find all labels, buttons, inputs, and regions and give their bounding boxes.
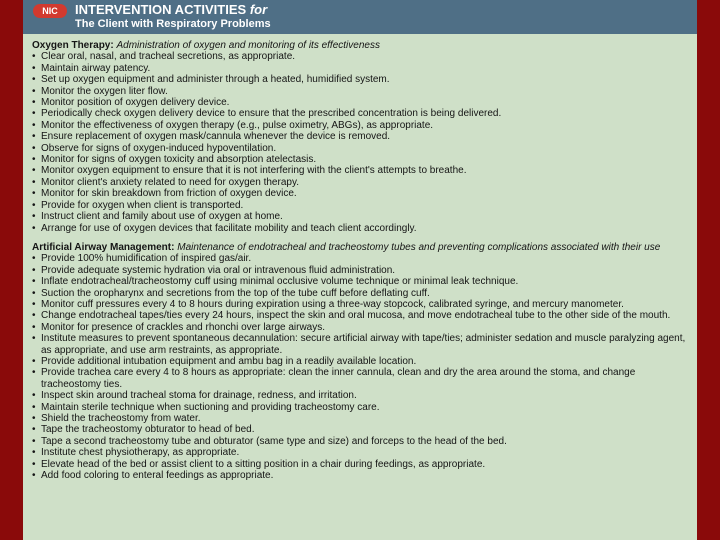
list-item: • Institute chest physiotherapy, as appropriate.: [32, 447, 689, 458]
header-title: [75, 2, 267, 17]
list-item: • Provide for oxygen when client is transported.: [32, 200, 689, 211]
list-item: • Provide additional intubation equipment and ambu bag in a readily available location.: [32, 356, 689, 367]
page-header: [23, 0, 697, 34]
nic-logo: NIC: [33, 4, 67, 18]
list-item: • Ensure replacement of oxygen mask/cannula whenever the device is removed.: [32, 131, 689, 142]
list-item: • Tape the tracheostomy obturator to head of bed.: [32, 424, 689, 435]
list-item: • Monitor cuff pressures every 4 to 8 hours during expiration using a three-way stopcock, calibrated syringe, and mercury manometer.: [32, 299, 689, 310]
list-item: • Change endotracheal tapes/ties every 24 hours, inspect the skin and oral mucosa, and move endotracheal tube to the other side of the mouth.: [32, 310, 689, 321]
list-item: • Monitor for skin breakdown from friction of oxygen device.: [32, 188, 689, 199]
section-description: Maintenance of endotracheal and tracheostomy tubes and preventing complications associated with their use: [177, 241, 661, 253]
section-title: Oxygen Therapy:: [32, 40, 114, 51]
section-title: Artificial Airway Management:: [32, 241, 175, 253]
list-item: • Institute measures to prevent spontaneous decannulation: secure artificial airway with tape/ties; administer sedation and muscle paralyzing agent, as appropriate, and use arm restraints, as appropriate.: [32, 333, 689, 356]
section-description: Administration of oxygen and monitoring of its effectiveness: [116, 40, 380, 51]
list-item: • Monitor for presence of crackles and rhonchi over large airways.: [32, 322, 689, 333]
section-heading: [32, 242, 689, 253]
list-item: • Monitor oxygen equipment to ensure that it is not interfering with the client's attempts to breathe.: [32, 165, 689, 176]
list-item: • Shield the tracheostomy from water.: [32, 413, 689, 424]
list-item: • Monitor the effectiveness of oxygen therapy (e.g., pulse oximetry, ABGs), as appropriate.: [32, 120, 689, 131]
list-item: • Provide trachea care every 4 to 8 hours as appropriate: clean the inner cannula, clean and dry the area around the stoma, and change tracheostomy ties.: [32, 367, 689, 390]
list-item: • Add food coloring to enteral feedings as appropriate.: [32, 470, 689, 481]
section-heading: [32, 40, 689, 51]
section-spacer: [32, 234, 689, 242]
document-page: [23, 0, 697, 540]
list-item: • Inspect skin around tracheal stoma for drainage, redness, and irritation.: [32, 390, 689, 401]
header-title-for: for: [249, 2, 268, 17]
section-oxygen-therapy: [32, 40, 689, 234]
list-item: • Observe for signs of oxygen-induced hypoventilation.: [32, 143, 689, 154]
list-item: • Maintain sterile technique when suctioning and providing tracheostomy care.: [32, 402, 689, 413]
list-item: • Monitor client's anxiety related to need for oxygen therapy.: [32, 177, 689, 188]
list-item: • Elevate head of the bed or assist client to a sitting position in a chair during feedings, as appropriate.: [32, 459, 689, 470]
list-item: • Inflate endotracheal/tracheostomy cuff using minimal occlusive volume technique or minimal leak technique.: [32, 276, 689, 287]
list-item: • Provide 100% humidification of inspired gas/air.: [32, 253, 689, 264]
section-artificial-airway-management: [32, 242, 689, 482]
header-subtitle: The Client with Respiratory Problems: [75, 18, 271, 30]
list-item: • Instruct client and family about use of oxygen at home.: [32, 211, 689, 222]
list-item: • Set up oxygen equipment and administer through a heated, humidified system.: [32, 74, 689, 85]
list-item: • Suction the oropharynx and secretions from the top of the tube cuff before deflating cuff.: [32, 288, 689, 299]
list-item: • Monitor for signs of oxygen toxicity and absorption atelectasis.: [32, 154, 689, 165]
intervention-list: [32, 253, 689, 481]
document-body: [23, 34, 697, 540]
list-item: • Periodically check oxygen delivery device to ensure that the prescribed concentration is being delivered.: [32, 108, 689, 119]
list-item: • Monitor position of oxygen delivery device.: [32, 97, 689, 108]
list-item: • Tape a second tracheostomy tube and obturator (same type and size) and forceps to the head of the bed.: [32, 436, 689, 447]
header-title-text: INTERVENTION ACTIVITIES: [75, 2, 247, 17]
list-item: • Provide adequate systemic hydration via oral or intravenous fluid administration.: [32, 265, 689, 276]
list-item: • Arrange for use of oxygen devices that facilitate mobility and teach client accordingly.: [32, 223, 689, 234]
list-item: • Monitor the oxygen liter flow.: [32, 86, 689, 97]
list-item: • Clear oral, nasal, and tracheal secretions, as appropriate.: [32, 51, 689, 62]
intervention-list: [32, 51, 689, 234]
list-item: • Maintain airway patency.: [32, 63, 689, 74]
